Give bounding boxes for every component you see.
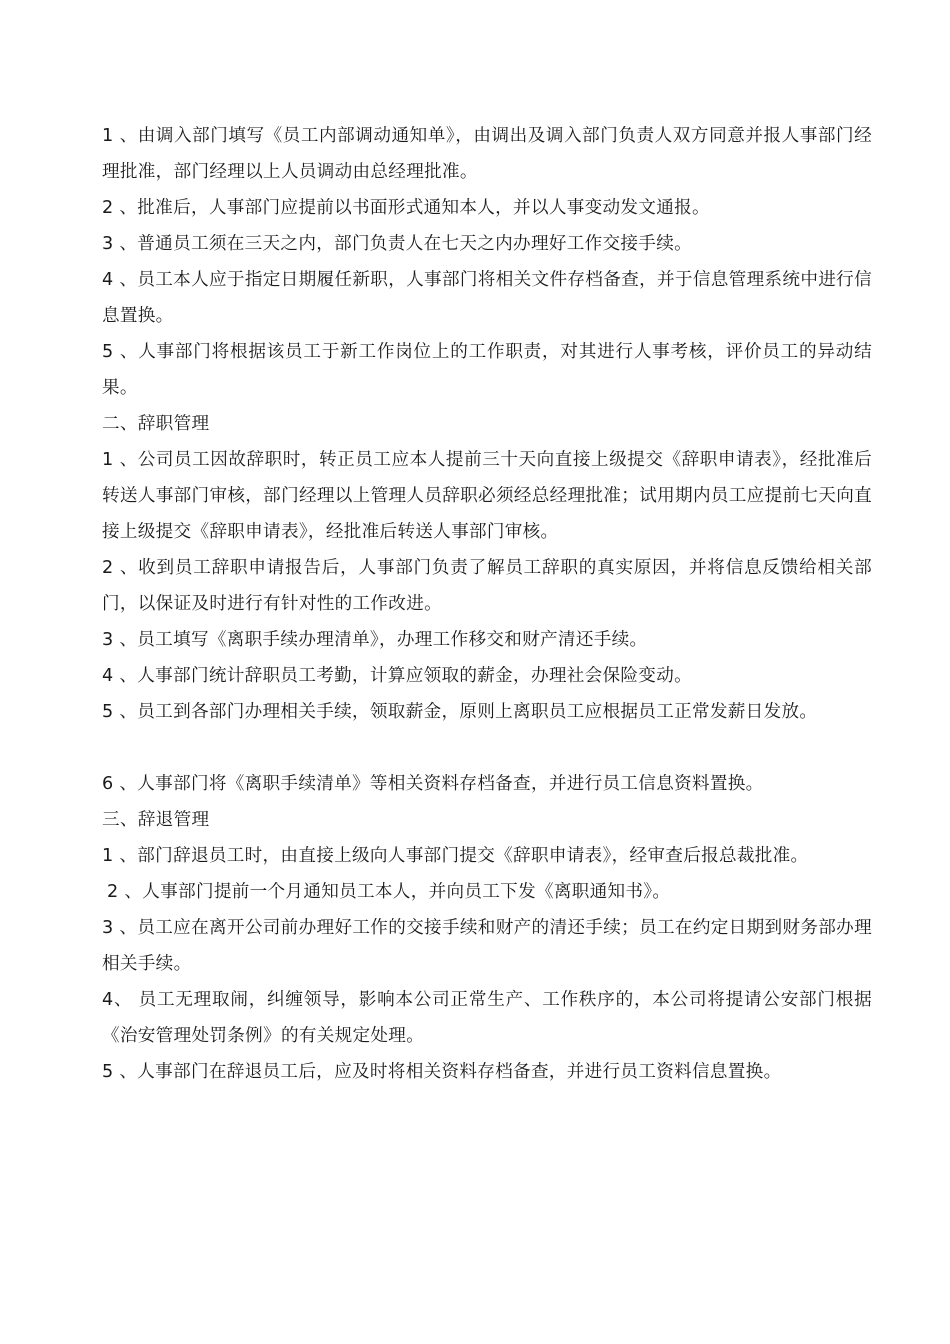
blank-line [102,730,872,766]
paragraph-dismissal-5: 5 、人事部门在辞退员工后，应及时将相关资料存档备查，并进行员工资料信息置换。 [102,1062,782,1082]
document-body [102,118,872,1090]
paragraph-resignation-2: 2 、收到员工辞职申请报告后，人事部门负责了解员工辞职的真实原因，并将信息反馈给相关部门，以保证及时进行有针对性的工作改进。 [102,558,872,614]
paragraph-resignation-4: 4 、人事部门统计辞职员工考勤，计算应领取的薪金，办理社会保险变动。 [102,666,692,686]
paragraph-resignation-5: 5 、员工到各部门办理相关手续，领取薪金，原则上离职员工应根据员工正常发薪日发放。 [102,702,818,722]
paragraph-dismissal-3: 3 、员工应在离开公司前办理好工作的交接手续和财产的清还手续；员工在约定日期到财务部办理相关手续。 [102,918,872,974]
paragraph-transfer-3: 3 、普通员工须在三天之内，部门负责人在七天之内办理好工作交接手续。 [102,234,692,254]
paragraph-dismissal-1: 1 、部门辞退员工时，由直接上级向人事部门提交《辞职申请表》，经审查后报总裁批准。 [102,846,809,866]
paragraph-transfer-1: 1 、由调入部门填写《员工内部调动通知单》，由调出及调入部门负责人双方同意并报人事部门经理批准，部门经理以上人员调动由总经理批准。 [102,126,872,182]
paragraph-resignation-1: 1 、公司员工因故辞职时，转正员工应本人提前三十天向直接上级提交《辞职申请表》，经批准后转送人事部门审核，部门经理以上管理人员辞职必须经总经理批准；试用期内员工应提前七天向直接上级提交《辞职申请表》，经批准后转送人事部门审核。 [102,450,872,542]
paragraph-transfer-2: 2 、批准后，人事部门应提前以书面形式通知本人，并以人事变动发文通报。 [102,198,710,218]
paragraph-resignation-3: 3 、员工填写《离职手续办理清单》，办理工作移交和财产清还手续。 [102,630,648,650]
paragraph-dismissal-4: 4、 员工无理取闹，纠缠领导，影响本公司正常生产、工作秩序的，本公司将提请公安部门根据《治安管理处罚条例》的有关规定处理。 [102,990,872,1046]
paragraph-dismissal-2: 2 、人事部门提前一个月通知员工本人，并向员工下发《离职通知书》。 [107,882,671,902]
paragraph-transfer-5: 5 、人事部门将根据该员工于新工作岗位上的工作职责，对其进行人事考核，评价员工的异动结果。 [102,342,872,398]
section-heading-dismissal: 三、辞退管理 [102,810,210,830]
paragraph-resignation-6: 6 、人事部门将《离职手续清单》等相关资料存档备查，并进行员工信息资料置换。 [102,774,764,794]
paragraph-transfer-4: 4 、员工本人应于指定日期履任新职，人事部门将相关文件存档备查，并于信息管理系统中进行信息置换。 [102,270,872,326]
section-heading-resignation: 二、辞职管理 [102,414,210,434]
